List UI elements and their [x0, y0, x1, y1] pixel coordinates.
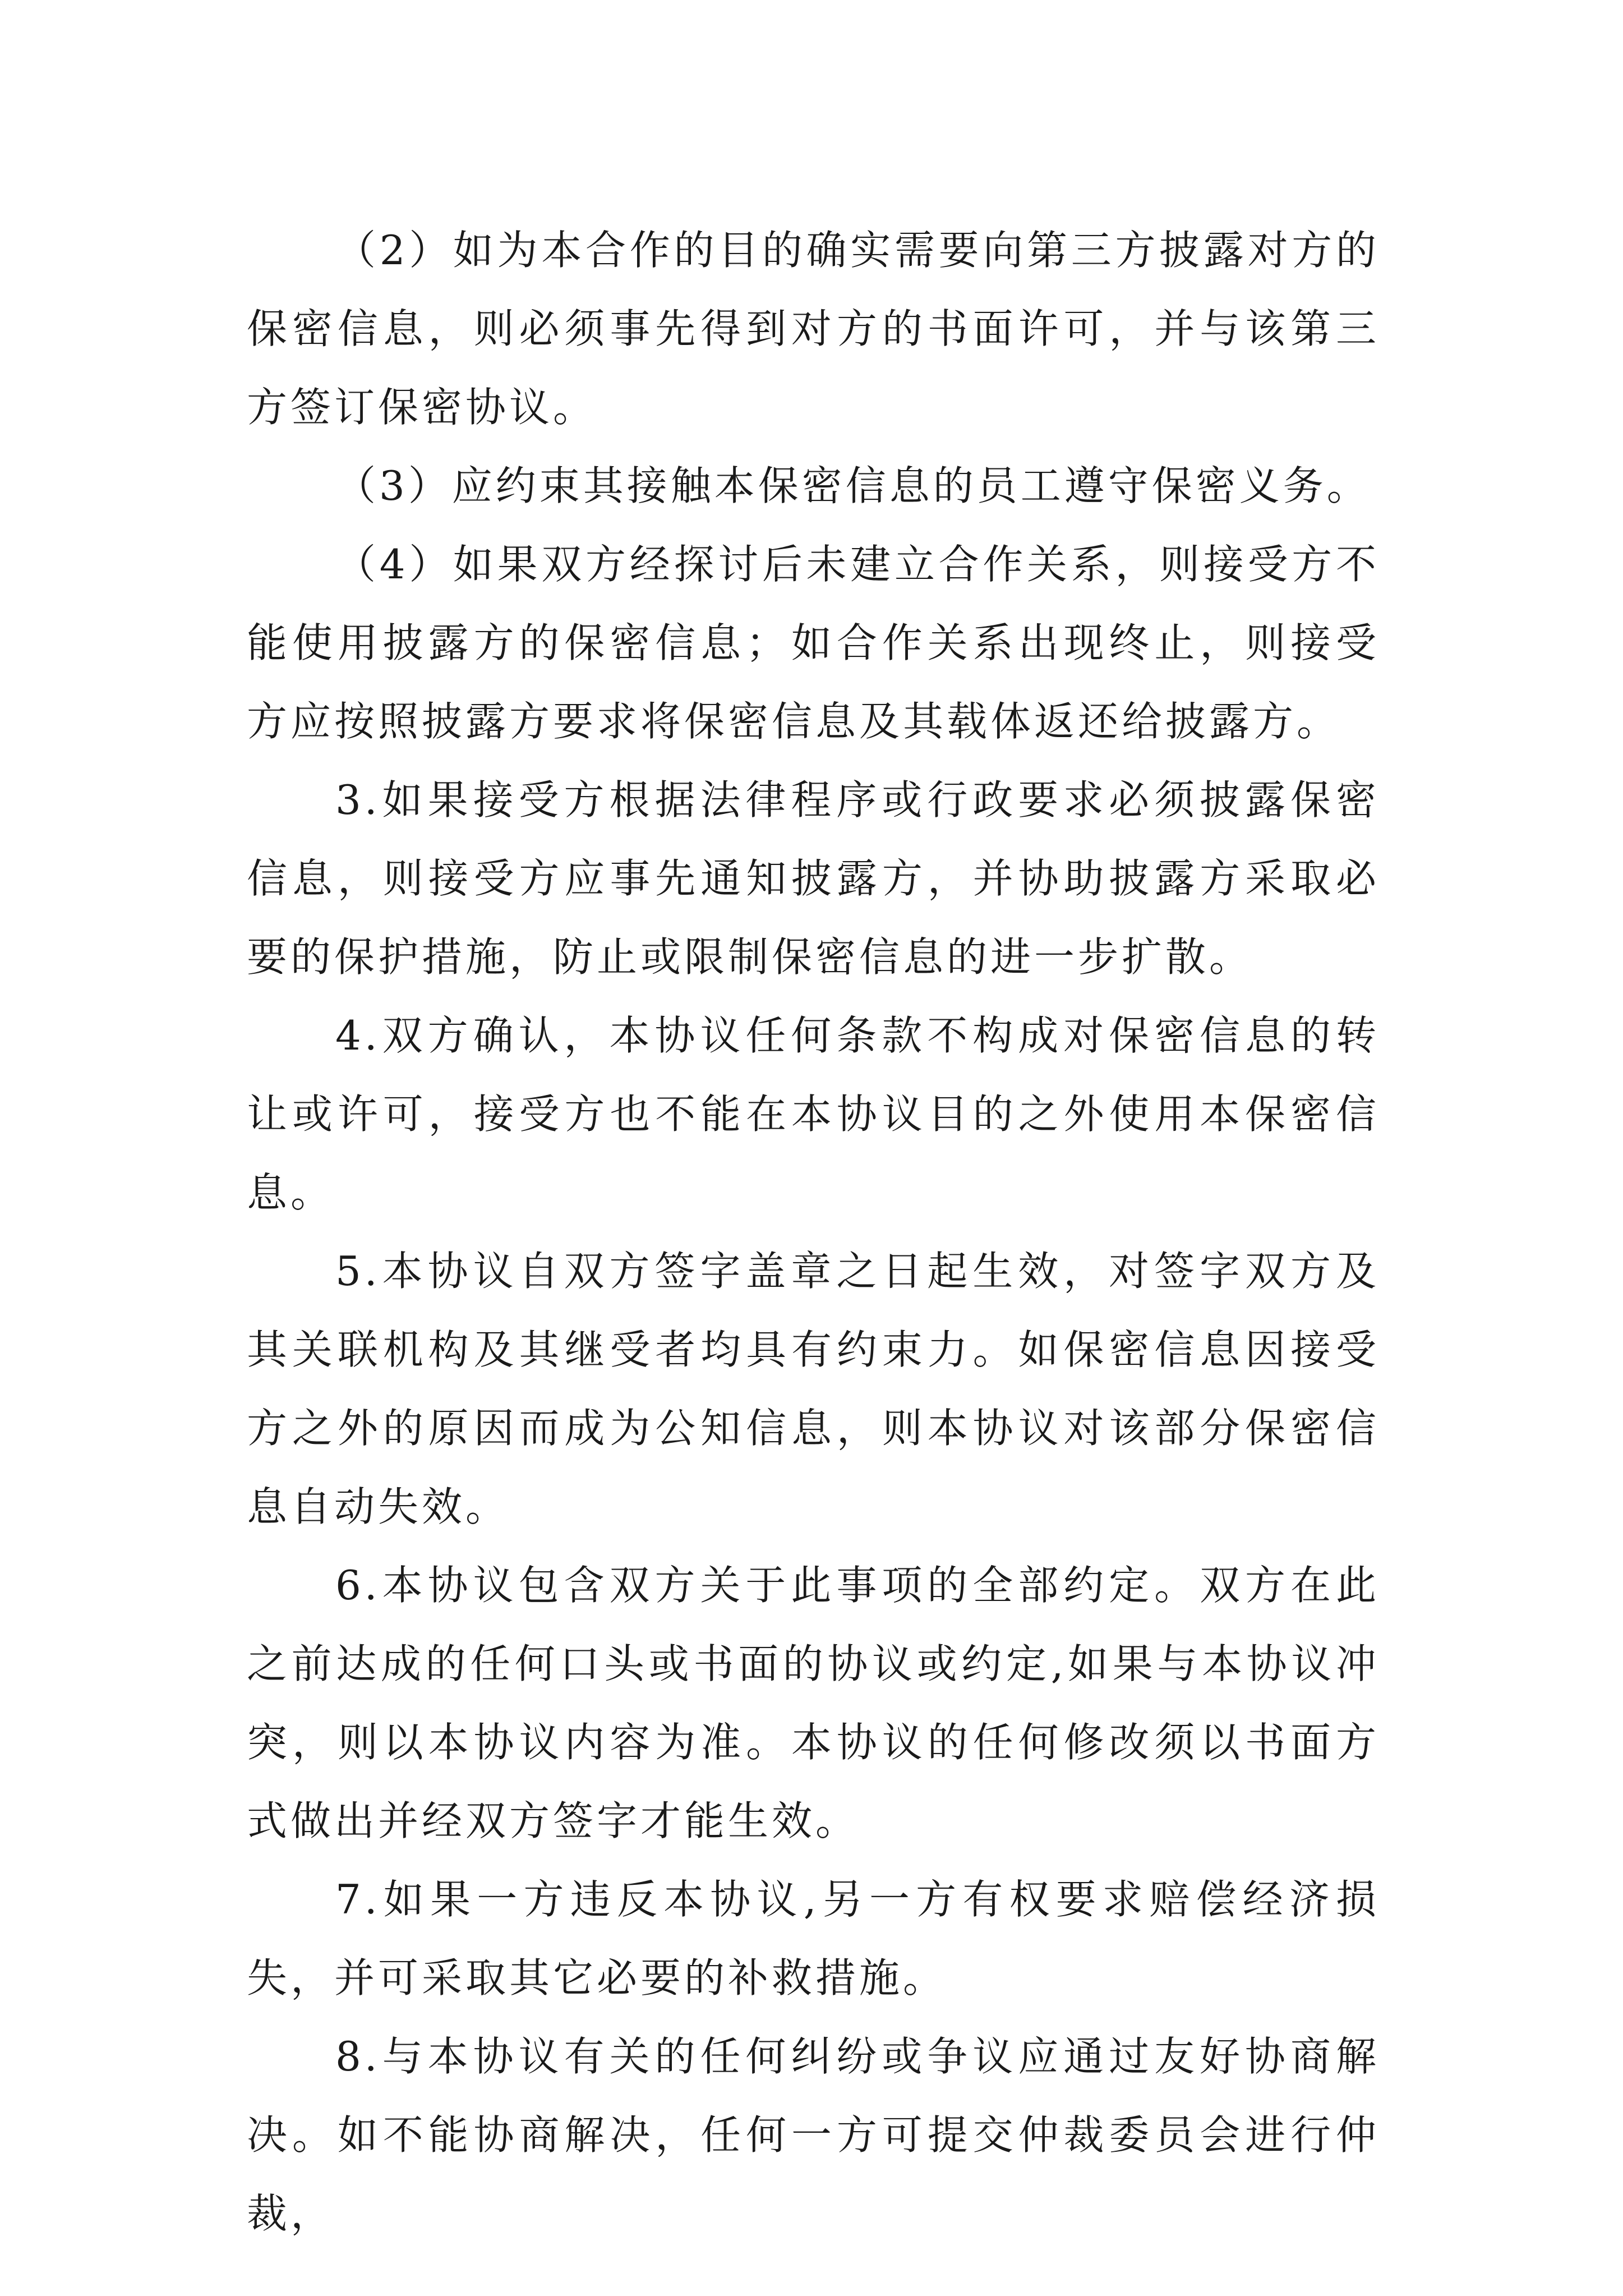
- paragraph-clause-2-3: （3）应约束其接触本保密信息的员工遵守保密义务。: [335, 462, 1371, 509]
- paragraph-clause-2-2: （2）如为本合作的目的确实需要向第三方披露对方的保密信息，则必须事先得到对方的书面许可，并与该第三方签订保密协议。: [247, 227, 1380, 431]
- paragraph-clause-8: 8.与本协议有关的任何纠纷或争议应通过友好协商解决。如不能协商解决，任何一方可提交仲裁委员会进行仲裁，: [247, 2033, 1380, 2237]
- paragraph-clause-3: 3.如果接受方根据法律程序或行政要求必须披露保密信息，则接受方应事先通知披露方，并协助披露方采取必要的保护措施，防止或限制保密信息的进一步扩散。: [247, 776, 1380, 981]
- paragraph-clause-6: 6.本协议包含双方关于此事项的全部约定。双方在此之前达成的任何口头或书面的协议或约定,如果与本协议冲突，则以本协议内容为准。本协议的任何修改须以书面方式做出并经双方签字才能生效。: [247, 1562, 1380, 1844]
- paragraph-clause-4: 4.双方确认，本协议任何条款不构成对保密信息的转让或许可，接受方也不能在本协议目的之外使用本保密信息。: [247, 1012, 1380, 1216]
- paragraph-clause-2-4: （4）如果双方经探讨后未建立合作关系，则接受方不能使用披露方的保密信息；如合作关系出现终止，则接受方应按照披露方要求将保密信息及其载体返还给披露方。: [247, 541, 1380, 745]
- paragraph-clause-7: 7.如果一方违反本协议,另一方有权要求赔偿经济损失，并可采取其它必要的补救措施。: [247, 1876, 1380, 2001]
- paragraph-clause-5: 5.本协议自双方签字盖章之日起生效，对签字双方及其关联机构及其继受者均具有约束力。如保密信息因接受方之外的原因而成为公知信息，则本协议对该部分保密信息自动失效。: [247, 1248, 1380, 1530]
- document-body: [247, 211, 1380, 2253]
